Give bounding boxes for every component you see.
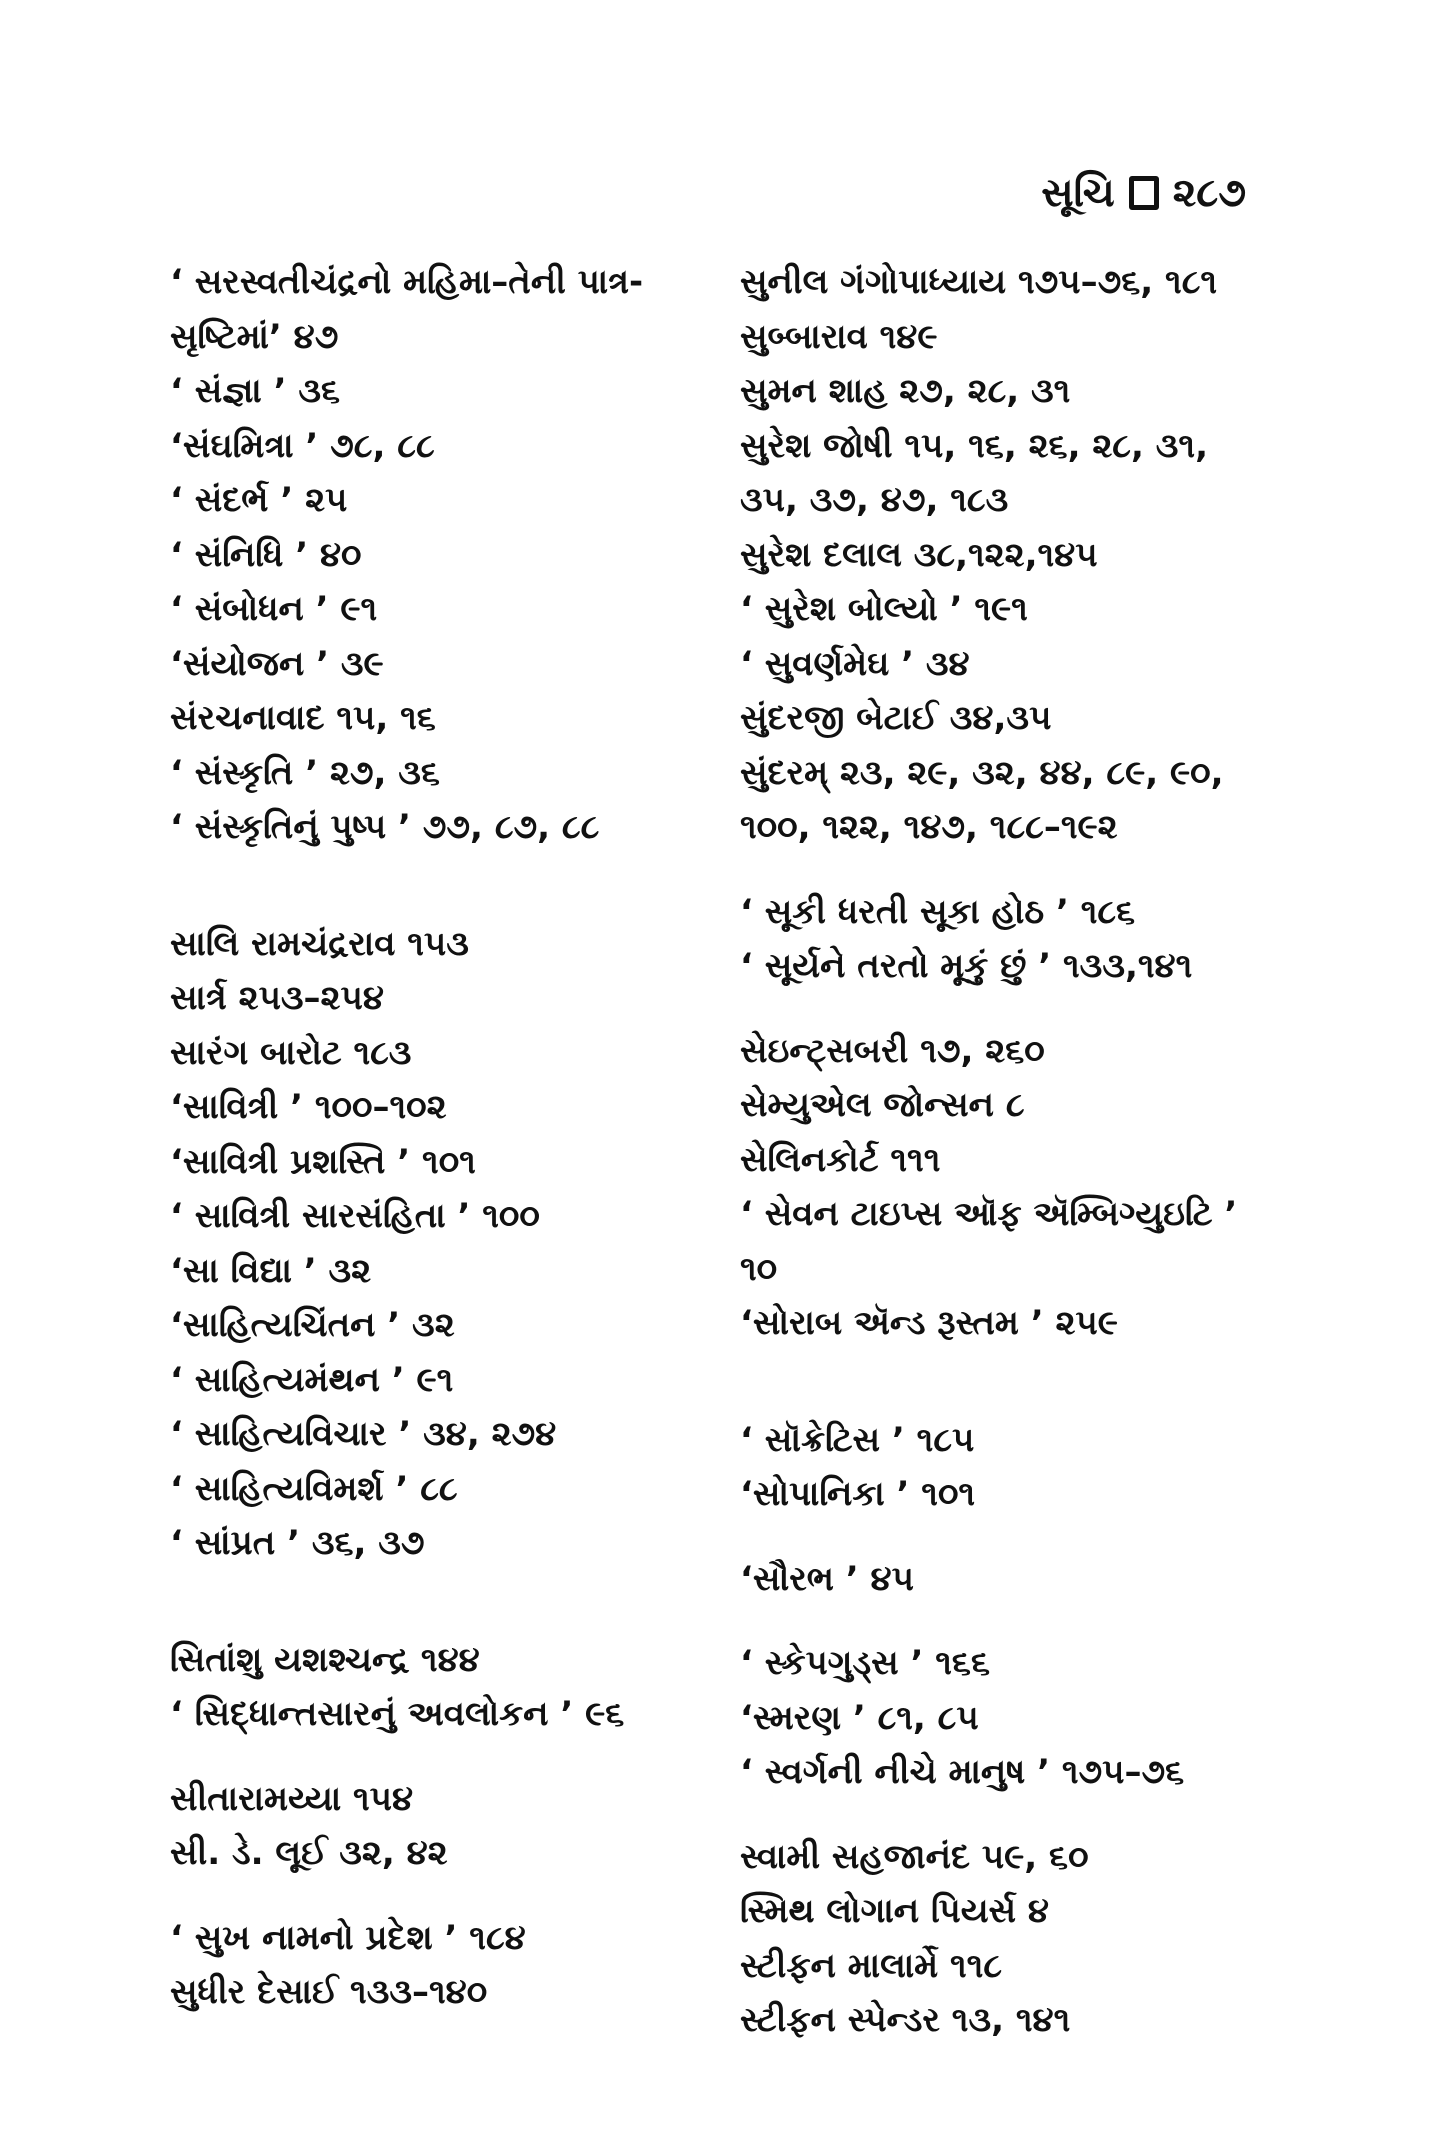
index-entry bbox=[740, 1296, 1300, 1351]
index-entry-text: ‘ સેવન ટાઇપ્સ ઑફ ઍમ્બિગ્યુઇટિ ’ bbox=[740, 1194, 1238, 1234]
index-entry-text: સાલિ રામચંદ્રરાવ ૧૫૩ bbox=[170, 923, 469, 964]
index-entry bbox=[170, 582, 730, 637]
index-entry-text: ‘સાવિત્રી પ્રશસ્તિ ’ ૧૦૧ bbox=[170, 1141, 476, 1182]
index-entry-text: ‘ સૉક્રેટિસ ’ ૧૮૫ bbox=[740, 1419, 975, 1460]
entry-spacer bbox=[740, 1606, 1300, 1636]
index-entry-text: સ્મિથ લોગાન પિયર્સ ૪ bbox=[740, 1891, 1050, 1931]
index-entry bbox=[170, 1189, 730, 1244]
index-entry bbox=[740, 1552, 1300, 1607]
index-entry bbox=[740, 885, 1300, 940]
index-entry bbox=[170, 917, 730, 972]
index-entry-text: સંરચનાવાદ ૧૫, ૧૬ bbox=[170, 698, 436, 738]
entry-spacer bbox=[170, 1881, 730, 1911]
index-entry-text: ‘ સરસ્વતીચંદ્રનો મહિમા–તેની પાત્ર- bbox=[170, 262, 644, 302]
index-entry-text: સીતારામય્યા ૧૫૪ bbox=[170, 1778, 414, 1819]
square-ornament-icon bbox=[1129, 176, 1159, 210]
index-entry bbox=[740, 255, 1300, 310]
index-entry-text: ‘ સૂકી ધરતી સૂકા હોઠ ’ ૧૮૬ bbox=[740, 891, 1136, 932]
index-entry-continuation: ૧૦ bbox=[740, 1248, 778, 1289]
index-entry bbox=[740, 364, 1300, 419]
index-entry-text: સુબ્બારાવ ૧૪૯ bbox=[740, 316, 938, 357]
index-entry-text: ‘ સંસ્કૃતિ ’ ૨૭, ૩૬ bbox=[170, 752, 440, 793]
index-entry-text: ‘સા વિદ્યા ’ ૩૨ bbox=[170, 1250, 372, 1291]
index-entry bbox=[170, 746, 730, 801]
entry-spacer bbox=[170, 1571, 730, 1633]
index-entry-text: સુરેશ દલાલ ૩૮,૧૨૨,૧૪૫ bbox=[740, 534, 1098, 575]
index-entry bbox=[170, 800, 730, 855]
index-entry-text: સુમન શાહ ૨૭, ૨૮, ૩૧ bbox=[740, 371, 1071, 411]
index-entry bbox=[170, 1911, 730, 1966]
index-entry-text: ‘સોરાબ ઍન્ડ રૂસ્તમ ’ ૨૫૯ bbox=[740, 1303, 1118, 1343]
entry-spacer bbox=[170, 855, 730, 917]
index-entry-text: ‘ સંસ્કૃતિનું પુષ્પ ’ ૭૭, ૮૭, ૮૮ bbox=[170, 807, 600, 847]
index-entry bbox=[740, 939, 1300, 994]
index-entry bbox=[740, 1133, 1300, 1188]
index-entry-text: ‘સંઘમિત્રા ’ ૭૮, ૮૮ bbox=[170, 425, 435, 466]
index-entry bbox=[170, 1516, 730, 1571]
index-entry bbox=[740, 1413, 1300, 1468]
index-entry bbox=[170, 1826, 730, 1881]
index-entry-continuation: ૩૫, ૩૭, ૪૭, ૧૮૩ bbox=[740, 480, 1009, 520]
index-entry bbox=[740, 1939, 1300, 1994]
index-column-left bbox=[170, 255, 730, 2020]
index-entry bbox=[740, 419, 1300, 528]
index-entry-text: સેઇન્ટ્સબરી ૧૭, ૨૬૦ bbox=[740, 1030, 1045, 1071]
index-entry-text: સુંદરમ્ ૨૩, ૨૯, ૩૨, ૪૪, ૮૯, ૯૦, bbox=[740, 752, 1224, 793]
index-entry bbox=[170, 1633, 730, 1688]
index-entry bbox=[740, 310, 1300, 365]
running-head-title: સૂચિ bbox=[1041, 170, 1115, 216]
index-entry bbox=[170, 971, 730, 1026]
index-entry bbox=[170, 1687, 730, 1742]
index-entry-text: ‘સૌરભ ’ ૪૫ bbox=[740, 1558, 914, 1599]
index-entry bbox=[740, 1745, 1300, 1800]
index-entry bbox=[740, 691, 1300, 746]
index-entry bbox=[740, 1830, 1300, 1885]
index-entry bbox=[170, 1026, 730, 1081]
index-entry-text: સ્ટીફન માલાર્મે ૧૧૮ bbox=[740, 1945, 1003, 1986]
index-entry bbox=[170, 1135, 730, 1190]
index-entry-text: સુનીલ ગંગોપાધ્યાય ૧૭૫–૭૬, ૧૮૧ bbox=[740, 262, 1218, 302]
index-entry bbox=[170, 637, 730, 692]
index-entry bbox=[740, 1024, 1300, 1079]
index-entry bbox=[170, 1407, 730, 1462]
index-entry bbox=[170, 473, 730, 528]
index-entry-text: સુંદરજી બેટાઈ ૩૪,૩૫ bbox=[740, 698, 1052, 738]
index-entry-text: ‘ સ્વર્ગની નીચે માનુષ ’ ૧૭૫–૭૬ bbox=[740, 1752, 1185, 1792]
index-entry-text: ‘ સંનિધિ ’ ૪૦ bbox=[170, 534, 362, 575]
index-entry-text: ‘સાહિત્યચિંતન ’ ૩૨ bbox=[170, 1305, 455, 1345]
index-entry-text: સારંગ બારોટ ૧૮૩ bbox=[170, 1032, 412, 1073]
index-entry bbox=[740, 1467, 1300, 1522]
running-head bbox=[1041, 170, 1246, 216]
index-entry-text: ‘સંયોજન ’ ૩૯ bbox=[170, 643, 384, 684]
index-entry-text: ‘ સાંપ્રત ’ ૩૬, ૩૭ bbox=[170, 1523, 425, 1563]
index-entry bbox=[170, 1462, 730, 1517]
index-entry bbox=[170, 1353, 730, 1408]
index-entry-text: સાર્ત્ર ૨૫૩–૨૫૪ bbox=[170, 978, 384, 1018]
index-entry bbox=[740, 1187, 1300, 1296]
index-entry-text: સિતાંશુ યશશ્ચન્દ્ર ૧૪૪ bbox=[170, 1639, 480, 1680]
index-entry bbox=[740, 1691, 1300, 1746]
index-entry bbox=[170, 1080, 730, 1135]
index-entry-text: ‘ સાવિત્રી સારસંહિતા ’ ૧૦૦ bbox=[170, 1196, 540, 1236]
index-entry-text: ‘ સુરેશ બોલ્યો ’ ૧૯૧ bbox=[740, 589, 1028, 629]
index-entry bbox=[740, 1993, 1300, 2048]
index-entry-text: સી. ડે. લૂઈ ૩૨, ૪૨ bbox=[170, 1833, 448, 1873]
index-entry-text: સ્વામી સહજાનંદ ૫૯, ૬૦ bbox=[740, 1836, 1089, 1877]
index-entry bbox=[740, 582, 1300, 637]
entry-spacer bbox=[170, 1742, 730, 1772]
index-entry bbox=[170, 1772, 730, 1827]
index-entry-text: ‘ સાહિત્યમંથન ’ ૯૧ bbox=[170, 1359, 454, 1400]
index-column-right bbox=[740, 255, 1300, 2048]
index-entry bbox=[170, 528, 730, 583]
index-entry-text: ‘સોપાનિકા ’ ૧૦૧ bbox=[740, 1474, 976, 1514]
index-entry bbox=[740, 746, 1300, 855]
index-entry bbox=[740, 1636, 1300, 1691]
index-entry bbox=[740, 528, 1300, 583]
index-entry-text: ‘સ્મરણ ’ ૮૧, ૮૫ bbox=[740, 1697, 979, 1738]
index-entry bbox=[170, 419, 730, 474]
entry-spacer bbox=[740, 994, 1300, 1024]
entry-spacer bbox=[740, 1351, 1300, 1413]
index-entry-text: ‘ સંબોધન ’ ૯૧ bbox=[170, 589, 378, 629]
index-entry-text: ‘ સૂર્યને તરતો મૂકું છું ’ ૧૩૩,૧૪૧ bbox=[740, 946, 1193, 986]
index-entry-text: સુધીર દેસાઈ ૧૩૩–૧૪૦ bbox=[170, 1972, 488, 2012]
index-entry-text: ‘ સુખ નામનો પ્રદેશ ’ ૧૮૪ bbox=[170, 1917, 526, 1958]
index-entry-text: ‘ સાહિત્યવિચાર ’ ૩૪, ૨૭૪ bbox=[170, 1414, 557, 1454]
index-entry-text: ‘ સંદર્ભ ’ ૨૫ bbox=[170, 480, 348, 520]
index-entry-text: સેલિનકોર્ટ ૧૧૧ bbox=[740, 1139, 941, 1180]
index-entry bbox=[740, 1078, 1300, 1133]
entry-spacer bbox=[740, 855, 1300, 885]
index-entry bbox=[740, 637, 1300, 692]
index-entry bbox=[170, 1965, 730, 2020]
page-number: ૨૮૭ bbox=[1172, 170, 1246, 216]
index-entry-text: ‘સાવિત્રી ’ ૧૦૦–૧૦૨ bbox=[170, 1087, 447, 1127]
index-entry-text: સેમ્યુએલ જોન્સન ૮ bbox=[740, 1085, 1025, 1125]
index-entry-text: ‘ સિદ્ધાન્તસારનું અવલોકન ’ ૯૬ bbox=[170, 1694, 625, 1734]
entry-spacer bbox=[740, 1522, 1300, 1552]
index-entry-text: સ્ટીફન સ્પેન્ડર ૧૩, ૧૪૧ bbox=[740, 2000, 1071, 2040]
index-entry-continuation: ૧૦૦, ૧૨૨, ૧૪૭, ૧૮૮–૧૯૨ bbox=[740, 807, 1118, 847]
index-entry bbox=[170, 1244, 730, 1299]
index-entry-text: સુરેશ જોષી ૧૫, ૧૬, ૨૬, ૨૮, ૩૧, bbox=[740, 425, 1208, 466]
index-entry bbox=[170, 1298, 730, 1353]
index-entry-continuation: સૃષ્ટિમાં’ ૪૭ bbox=[170, 316, 339, 357]
index-entry bbox=[170, 691, 730, 746]
index-entry bbox=[740, 1884, 1300, 1939]
index-entry bbox=[170, 364, 730, 419]
index-entry-text: ‘ સ્કેપગુડ્સ ’ ૧૬૬ bbox=[740, 1643, 991, 1683]
index-entry bbox=[170, 255, 730, 364]
index-entry-text: ‘ સંજ્ઞા ’ ૩૬ bbox=[170, 371, 341, 411]
index-entry-text: ‘ સાહિત્યવિમર્શ ’ ૮૮ bbox=[170, 1468, 458, 1509]
index-entry-text: ‘ સુવર્ણમેઘ ’ ૩૪ bbox=[740, 643, 970, 684]
entry-spacer bbox=[740, 1800, 1300, 1830]
